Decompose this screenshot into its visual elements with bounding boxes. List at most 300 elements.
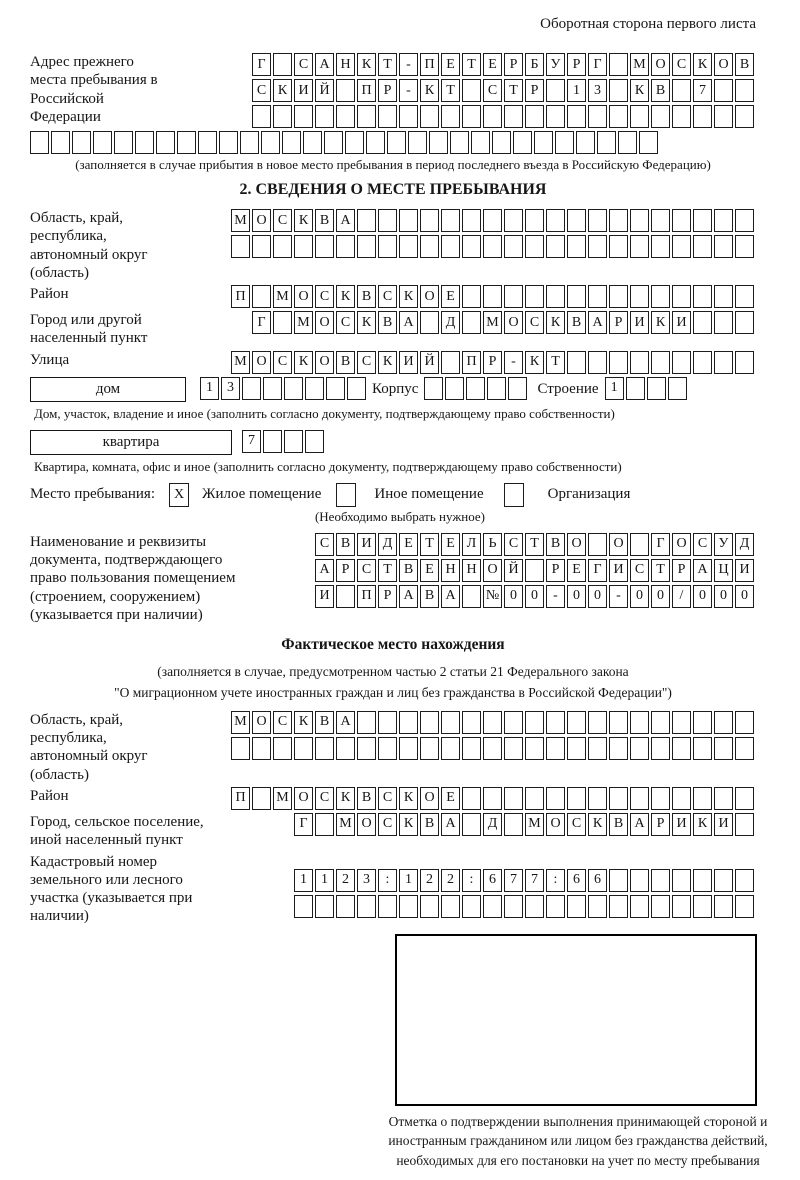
char-box[interactable]: С <box>693 533 712 556</box>
char-box[interactable]: Ь <box>483 533 502 556</box>
char-box[interactable] <box>609 787 628 810</box>
char-box[interactable] <box>567 105 586 128</box>
char-box[interactable] <box>555 131 574 154</box>
char-box[interactable] <box>315 813 334 836</box>
char-box[interactable]: С <box>630 559 649 582</box>
char-box[interactable] <box>546 235 565 258</box>
char-box[interactable] <box>219 131 238 154</box>
char-box[interactable]: И <box>609 559 628 582</box>
char-box[interactable] <box>231 737 250 760</box>
char-box[interactable]: К <box>420 79 439 102</box>
char-box[interactable] <box>441 895 460 918</box>
char-box[interactable] <box>609 285 628 308</box>
char-box[interactable]: Е <box>441 53 460 76</box>
char-box[interactable] <box>672 235 691 258</box>
char-box[interactable] <box>693 209 712 232</box>
char-box[interactable]: С <box>294 53 313 76</box>
char-box[interactable]: Т <box>651 559 670 582</box>
char-box[interactable] <box>714 737 733 760</box>
char-box[interactable] <box>693 895 712 918</box>
char-box[interactable]: 2 <box>441 869 460 892</box>
char-box[interactable] <box>408 131 427 154</box>
char-box[interactable] <box>399 737 418 760</box>
char-box[interactable]: 1 <box>315 869 334 892</box>
char-box[interactable] <box>399 235 418 258</box>
char-box[interactable] <box>525 787 544 810</box>
char-box[interactable]: - <box>399 53 418 76</box>
char-box[interactable]: 1 <box>399 869 418 892</box>
char-box[interactable] <box>672 869 691 892</box>
char-box[interactable] <box>693 711 712 734</box>
char-box[interactable] <box>609 235 628 258</box>
char-box[interactable] <box>156 131 175 154</box>
char-box[interactable]: С <box>567 813 586 836</box>
char-box[interactable]: Р <box>567 53 586 76</box>
char-box[interactable] <box>735 209 754 232</box>
char-box[interactable] <box>588 711 607 734</box>
char-box[interactable]: 0 <box>504 585 523 608</box>
char-box[interactable]: О <box>252 209 271 232</box>
char-box[interactable] <box>546 787 565 810</box>
char-box[interactable]: О <box>315 311 334 334</box>
char-box[interactable]: / <box>672 585 691 608</box>
char-box[interactable] <box>588 351 607 374</box>
char-box[interactable] <box>647 377 666 400</box>
char-box[interactable]: Е <box>441 533 460 556</box>
char-box[interactable] <box>30 131 49 154</box>
char-box[interactable]: Г <box>252 311 271 334</box>
char-box[interactable] <box>261 131 280 154</box>
char-box[interactable]: Р <box>504 53 523 76</box>
char-box[interactable] <box>672 285 691 308</box>
char-box[interactable]: Т <box>462 53 481 76</box>
char-box[interactable] <box>305 377 324 400</box>
char-box[interactable] <box>177 131 196 154</box>
char-box[interactable]: К <box>651 311 670 334</box>
char-box[interactable] <box>672 105 691 128</box>
char-box[interactable] <box>630 787 649 810</box>
char-box[interactable] <box>399 209 418 232</box>
char-box[interactable]: Е <box>483 53 502 76</box>
char-box[interactable] <box>462 813 481 836</box>
char-box[interactable] <box>735 737 754 760</box>
char-box[interactable] <box>242 377 261 400</box>
char-box[interactable]: 6 <box>567 869 586 892</box>
char-box[interactable] <box>420 895 439 918</box>
char-box[interactable] <box>651 235 670 258</box>
char-box[interactable] <box>336 79 355 102</box>
char-box[interactable] <box>492 131 511 154</box>
char-box[interactable]: О <box>294 787 313 810</box>
char-box[interactable]: А <box>399 311 418 334</box>
char-box[interactable]: Н <box>336 53 355 76</box>
char-box[interactable] <box>534 131 553 154</box>
char-box[interactable] <box>714 235 733 258</box>
char-box[interactable] <box>378 209 397 232</box>
char-box[interactable]: № <box>483 585 502 608</box>
char-box[interactable]: 3 <box>221 377 240 400</box>
char-box[interactable]: Б <box>525 53 544 76</box>
char-box[interactable]: Д <box>483 813 502 836</box>
char-box[interactable]: К <box>336 787 355 810</box>
char-box[interactable] <box>525 285 544 308</box>
char-box[interactable]: С <box>273 711 292 734</box>
char-box[interactable]: М <box>336 813 355 836</box>
char-box[interactable] <box>357 895 376 918</box>
char-box[interactable] <box>693 235 712 258</box>
char-box[interactable]: Ц <box>714 559 733 582</box>
char-box[interactable]: 0 <box>588 585 607 608</box>
char-box[interactable]: О <box>252 351 271 374</box>
char-box[interactable] <box>471 131 490 154</box>
char-box[interactable]: Т <box>420 533 439 556</box>
char-box[interactable] <box>567 351 586 374</box>
char-box[interactable] <box>513 131 532 154</box>
char-box[interactable]: И <box>399 351 418 374</box>
char-box[interactable]: К <box>378 351 397 374</box>
char-box[interactable] <box>483 235 502 258</box>
char-box[interactable] <box>714 311 733 334</box>
char-box[interactable]: К <box>546 311 565 334</box>
char-box[interactable] <box>429 131 448 154</box>
char-box[interactable]: К <box>399 813 418 836</box>
char-box[interactable] <box>336 585 355 608</box>
char-box[interactable] <box>639 131 658 154</box>
char-box[interactable] <box>441 235 460 258</box>
char-box[interactable]: М <box>273 285 292 308</box>
char-box[interactable]: Р <box>483 351 502 374</box>
char-box[interactable] <box>284 377 303 400</box>
char-box[interactable]: В <box>336 351 355 374</box>
char-box[interactable]: К <box>357 311 376 334</box>
char-box[interactable]: М <box>231 209 250 232</box>
char-box[interactable] <box>294 235 313 258</box>
char-box[interactable] <box>366 131 385 154</box>
char-box[interactable]: П <box>420 53 439 76</box>
char-box[interactable]: В <box>546 533 565 556</box>
checkbox-other-premises[interactable] <box>336 483 356 507</box>
char-box[interactable]: А <box>693 559 712 582</box>
char-box[interactable]: Н <box>441 559 460 582</box>
char-box[interactable]: С <box>483 79 502 102</box>
char-box[interactable]: Й <box>504 559 523 582</box>
char-box[interactable] <box>252 235 271 258</box>
char-box[interactable] <box>483 285 502 308</box>
char-box[interactable]: 0 <box>567 585 586 608</box>
char-box[interactable] <box>714 79 733 102</box>
char-box[interactable] <box>567 787 586 810</box>
char-box[interactable] <box>735 311 754 334</box>
char-box[interactable]: Г <box>294 813 313 836</box>
char-box[interactable] <box>462 79 481 102</box>
char-box[interactable] <box>294 737 313 760</box>
char-box[interactable] <box>93 131 112 154</box>
char-box[interactable] <box>462 895 481 918</box>
char-box[interactable] <box>345 131 364 154</box>
char-box[interactable] <box>672 351 691 374</box>
char-box[interactable]: М <box>630 53 649 76</box>
char-box[interactable]: 0 <box>630 585 649 608</box>
char-box[interactable]: 7 <box>504 869 523 892</box>
char-box[interactable] <box>693 787 712 810</box>
char-box[interactable]: Р <box>651 813 670 836</box>
char-box[interactable] <box>198 131 217 154</box>
char-box[interactable]: С <box>315 787 334 810</box>
char-box[interactable] <box>462 737 481 760</box>
char-box[interactable] <box>420 105 439 128</box>
char-box[interactable]: И <box>714 813 733 836</box>
char-box[interactable] <box>378 105 397 128</box>
char-box[interactable]: Т <box>441 79 460 102</box>
char-box[interactable] <box>252 787 271 810</box>
char-box[interactable]: О <box>504 311 523 334</box>
char-box[interactable]: С <box>273 351 292 374</box>
char-box[interactable]: А <box>315 559 334 582</box>
char-box[interactable] <box>576 131 595 154</box>
char-box[interactable]: Т <box>378 53 397 76</box>
char-box[interactable]: Г <box>252 53 271 76</box>
char-box[interactable]: Д <box>378 533 397 556</box>
char-box[interactable]: Т <box>546 351 565 374</box>
char-box[interactable] <box>357 209 376 232</box>
char-box[interactable]: Р <box>672 559 691 582</box>
char-box[interactable]: С <box>525 311 544 334</box>
char-box[interactable] <box>693 311 712 334</box>
char-box[interactable]: О <box>672 533 691 556</box>
char-box[interactable] <box>462 311 481 334</box>
char-box[interactable] <box>672 895 691 918</box>
char-box[interactable] <box>714 869 733 892</box>
char-box[interactable] <box>420 737 439 760</box>
char-box[interactable]: В <box>420 813 439 836</box>
char-box[interactable]: А <box>588 311 607 334</box>
char-box[interactable]: В <box>357 787 376 810</box>
char-box[interactable] <box>567 285 586 308</box>
char-box[interactable]: Г <box>588 559 607 582</box>
char-box[interactable] <box>630 351 649 374</box>
char-box[interactable] <box>714 285 733 308</box>
char-box[interactable] <box>651 105 670 128</box>
char-box[interactable] <box>714 787 733 810</box>
char-box[interactable]: П <box>357 79 376 102</box>
char-box[interactable]: М <box>525 813 544 836</box>
char-box[interactable]: Д <box>735 533 754 556</box>
char-box[interactable] <box>714 105 733 128</box>
char-box[interactable]: А <box>336 711 355 734</box>
char-box[interactable]: С <box>315 533 334 556</box>
char-box[interactable]: М <box>273 787 292 810</box>
char-box[interactable] <box>525 235 544 258</box>
char-box[interactable] <box>588 787 607 810</box>
char-box[interactable]: Е <box>399 533 418 556</box>
char-box[interactable] <box>504 235 523 258</box>
char-box[interactable] <box>504 209 523 232</box>
char-box[interactable] <box>252 737 271 760</box>
char-box[interactable] <box>51 131 70 154</box>
char-box[interactable] <box>672 737 691 760</box>
char-box[interactable] <box>651 351 670 374</box>
char-box[interactable]: Т <box>525 533 544 556</box>
char-box[interactable] <box>618 131 637 154</box>
char-box[interactable] <box>483 209 502 232</box>
char-box[interactable]: В <box>735 53 754 76</box>
char-box[interactable] <box>546 105 565 128</box>
char-box[interactable] <box>294 895 313 918</box>
char-box[interactable] <box>273 311 292 334</box>
char-box[interactable]: : <box>546 869 565 892</box>
char-box[interactable] <box>672 711 691 734</box>
char-box[interactable]: И <box>294 79 313 102</box>
char-box[interactable]: А <box>399 585 418 608</box>
char-box[interactable] <box>305 430 324 453</box>
char-box[interactable] <box>630 209 649 232</box>
char-box[interactable]: О <box>567 533 586 556</box>
char-box[interactable] <box>263 430 282 453</box>
char-box[interactable]: С <box>378 787 397 810</box>
char-box[interactable] <box>441 737 460 760</box>
char-box[interactable] <box>357 235 376 258</box>
char-box[interactable] <box>445 377 464 400</box>
char-box[interactable] <box>546 895 565 918</box>
char-box[interactable] <box>315 895 334 918</box>
char-box[interactable] <box>273 235 292 258</box>
char-box[interactable]: Л <box>462 533 481 556</box>
char-box[interactable] <box>378 711 397 734</box>
char-box[interactable] <box>588 533 607 556</box>
char-box[interactable]: Р <box>378 79 397 102</box>
char-box[interactable] <box>483 787 502 810</box>
char-box[interactable]: С <box>273 209 292 232</box>
char-box[interactable]: В <box>336 533 355 556</box>
char-box[interactable] <box>651 895 670 918</box>
char-box[interactable] <box>588 209 607 232</box>
char-box[interactable] <box>693 285 712 308</box>
char-box[interactable] <box>387 131 406 154</box>
char-box[interactable]: : <box>378 869 397 892</box>
char-box[interactable]: С <box>672 53 691 76</box>
char-box[interactable] <box>567 737 586 760</box>
char-box[interactable] <box>462 787 481 810</box>
char-box[interactable]: Р <box>546 559 565 582</box>
char-box[interactable] <box>336 105 355 128</box>
char-box[interactable] <box>273 737 292 760</box>
char-box[interactable] <box>672 787 691 810</box>
char-box[interactable] <box>399 895 418 918</box>
char-box[interactable] <box>462 235 481 258</box>
char-box[interactable]: 7 <box>525 869 544 892</box>
char-box[interactable] <box>735 787 754 810</box>
char-box[interactable]: В <box>651 79 670 102</box>
char-box[interactable] <box>378 235 397 258</box>
char-box[interactable] <box>735 351 754 374</box>
char-box[interactable] <box>609 351 628 374</box>
char-box[interactable]: В <box>609 813 628 836</box>
char-box[interactable] <box>462 285 481 308</box>
char-box[interactable]: К <box>294 711 313 734</box>
char-box[interactable] <box>546 79 565 102</box>
char-box[interactable]: Н <box>462 559 481 582</box>
char-box[interactable] <box>357 105 376 128</box>
char-box[interactable] <box>399 711 418 734</box>
char-box[interactable]: - <box>546 585 565 608</box>
char-box[interactable] <box>504 787 523 810</box>
char-box[interactable] <box>630 869 649 892</box>
char-box[interactable] <box>252 285 271 308</box>
char-box[interactable] <box>504 711 523 734</box>
char-box[interactable] <box>588 895 607 918</box>
char-box[interactable] <box>630 235 649 258</box>
char-box[interactable] <box>588 737 607 760</box>
char-box[interactable]: А <box>441 585 460 608</box>
char-box[interactable] <box>609 209 628 232</box>
char-box[interactable] <box>714 711 733 734</box>
char-box[interactable] <box>630 533 649 556</box>
char-box[interactable] <box>735 285 754 308</box>
char-box[interactable] <box>546 711 565 734</box>
char-box[interactable]: 1 <box>605 377 624 400</box>
char-box[interactable]: О <box>483 559 502 582</box>
char-box[interactable]: В <box>357 285 376 308</box>
char-box[interactable] <box>282 131 301 154</box>
char-box[interactable] <box>508 377 527 400</box>
char-box[interactable]: В <box>567 311 586 334</box>
char-box[interactable] <box>651 285 670 308</box>
char-box[interactable]: 7 <box>242 430 261 453</box>
char-box[interactable] <box>630 105 649 128</box>
char-box[interactable]: П <box>357 585 376 608</box>
char-box[interactable] <box>263 377 282 400</box>
char-box[interactable]: С <box>336 311 355 334</box>
char-box[interactable]: М <box>231 711 250 734</box>
char-box[interactable] <box>651 711 670 734</box>
char-box[interactable] <box>450 131 469 154</box>
char-box[interactable] <box>483 895 502 918</box>
char-box[interactable] <box>504 737 523 760</box>
char-box[interactable]: В <box>378 311 397 334</box>
char-box[interactable]: 2 <box>336 869 355 892</box>
char-box[interactable] <box>735 105 754 128</box>
char-box[interactable] <box>441 351 460 374</box>
char-box[interactable] <box>546 285 565 308</box>
char-box[interactable]: К <box>357 53 376 76</box>
char-box[interactable] <box>504 105 523 128</box>
char-box[interactable]: К <box>399 285 418 308</box>
char-box[interactable] <box>693 869 712 892</box>
char-box[interactable]: А <box>441 813 460 836</box>
char-box[interactable] <box>567 209 586 232</box>
char-box[interactable]: О <box>357 813 376 836</box>
char-box[interactable]: 0 <box>525 585 544 608</box>
char-box[interactable]: М <box>294 311 313 334</box>
char-box[interactable] <box>714 209 733 232</box>
char-box[interactable]: Й <box>315 79 334 102</box>
char-box[interactable]: В <box>399 559 418 582</box>
char-box[interactable] <box>324 131 343 154</box>
char-box[interactable]: Г <box>651 533 670 556</box>
char-box[interactable]: В <box>315 209 334 232</box>
char-box[interactable] <box>462 209 481 232</box>
char-box[interactable]: С <box>378 285 397 308</box>
char-box[interactable]: С <box>504 533 523 556</box>
char-box[interactable]: О <box>315 351 334 374</box>
char-box[interactable] <box>630 737 649 760</box>
char-box[interactable] <box>735 813 754 836</box>
char-box[interactable] <box>504 813 523 836</box>
char-box[interactable] <box>483 737 502 760</box>
char-box[interactable] <box>588 285 607 308</box>
char-box[interactable] <box>609 895 628 918</box>
char-box[interactable]: 1 <box>200 377 219 400</box>
